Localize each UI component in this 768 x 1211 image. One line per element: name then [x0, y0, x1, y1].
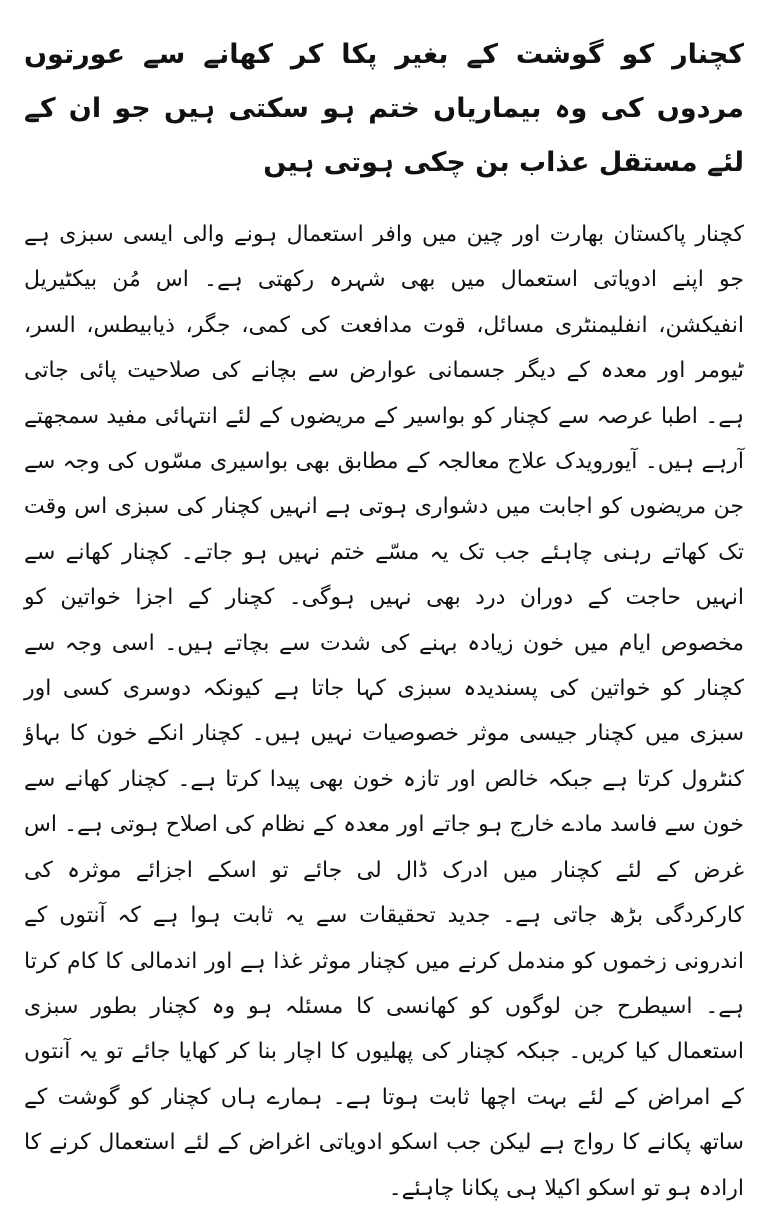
article-heading: کچنار کو گوشت کے بغیر پکا کر کھانے سے عورتوں مردوں کی وہ بیماریاں ختم ہو سکتی ہیں جو ان کے لئے مستقل عذاب بن چکی ہوتی ہیں — [24, 39, 744, 178]
article-body: کچنار پاکستان بھارت اور چین میں وافر استعمال ہونے والی ایسی سبزی ہے جو اپنے ادویاتی استعمال میں بھی شہرہ رکھتی ہے۔ اس مُن بیکٹیریل انفیکشن، انفلیمنٹری مسائل، قوت مدافعت کی کمی، جگر، ذیابیطس، السر، ٹیومر اور معدہ کے دیگر جسمانی عوارض سے بچانے کی صلاحیت پائی جاتی ہے۔ اطبا عرصہ سے کچنار کو بواسیر کے مریضوں کے لئے انتہائی مفید سمجھتے آرہے ہیں۔ آیورویدک علاج معالجہ کے مطابق بھی بواسیری مسّوں کی وجہ سے جن مریضوں کو اجابت میں دشواری ہوتی ہے انہیں کچنار کی سبزی اس وقت تک کھاتے رہنی چاہئے جب تک یہ مسّے ختم نہیں ہو جاتے۔ کچنار کھانے سے انہیں حاجت کے دوران درد بھی نہیں ہوگی۔ کچنار کے اجزا خواتین کو مخصوص ایام میں خون زیادہ بہنے کی شدت سے بچاتے ہیں۔ اسی وجہ سے کچنار کو خواتین کی پسندیدہ سبزی کہا جاتا ہے کیونکہ دوسری کسی اور سبزی میں کچنار جیسی موثر خصوصیات نہیں ہیں۔ کچنار انکے خون کا بہاؤ کنٹرول کرتا ہے جبکہ خالص اور تازہ خون بھی پیدا کرتا ہے۔ کچنار کھانے سے خون سے فاسد مادے خارج ہو جاتے اور معدہ کے نظام کی اصلاح ہوتی ہے۔ اس غرض کے لئے کچنار میں ادرک ڈال لی جائے تو اسکے اجزائے موثرہ کی کارکردگی بڑھ جاتی ہے۔ جدید تحقیقات سے یہ ثابت ہوا ہے کہ آنتوں کے اندرونی زخموں کو مندمل کرنے میں کچنار موثر غذا ہے اور اندمالی کا کام کرتا ہے۔ اسیطرح جن لوگوں کو کھانسی کا مسئلہ ہو وہ کچنار بطور سبزی استعمال کیا کریں۔ جبکہ کچنار کی پھلیوں کا اچار بنا کر کھایا جائے تو یہ آنتوں کے امراض کے لئے بہت اچھا ثابت ہوتا ہے۔ ہمارے ہاں کچنار کو گوشت کے ساتھ پکانے کا رواج ہے لیکن جب اسکو ادویاتی اغراض کے لئے استعمال کرنے کا ارادہ ہو تو اسکو اکیلا ہی پکانا چاہئے۔ — [24, 222, 745, 1201]
